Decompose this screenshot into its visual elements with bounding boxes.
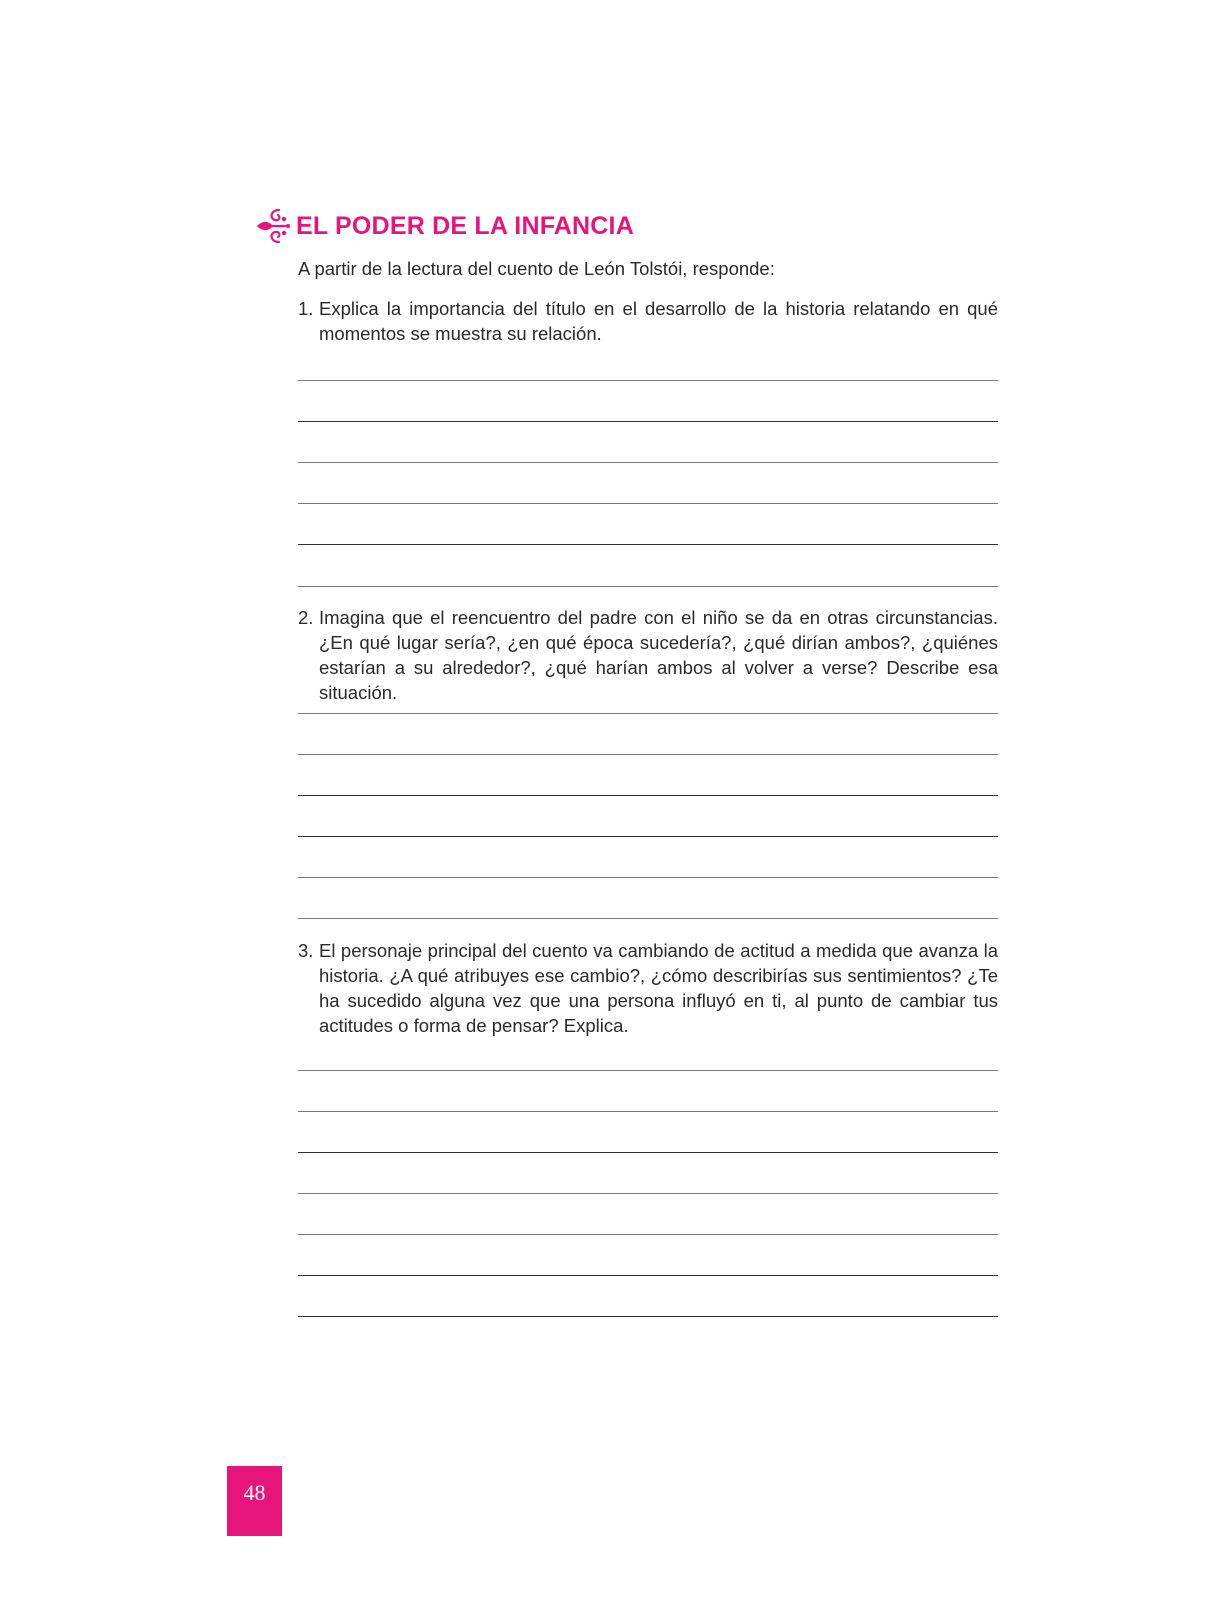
- answer-line[interactable]: [298, 1316, 998, 1317]
- answer-line[interactable]: [298, 1275, 998, 1276]
- question-text: Imagina que el reencuentro del padre con el niño se da en otras circunstancias. ¿En qué lugar sería?, ¿en qué época sucedería?, ¿qué dirían ambos?, ¿quiénes estarían a su alrededor?, ¿qué harían ambos al volver a verse? Describe esa situación.: [319, 607, 998, 703]
- question-text: El personaje principal del cuento va cambiando de actitud a medida que avanza la historia. ¿A qué atribuyes ese cambio?, ¿cómo describirías sus sentimientos? ¿Te ha sucedido alguna vez que una persona influyó en ti, al punto de cambiar tus actitudes o forma de pensar? Explica.: [319, 940, 998, 1036]
- answer-line[interactable]: [298, 877, 998, 878]
- answer-line[interactable]: [298, 1111, 998, 1112]
- question-2: [298, 605, 998, 705]
- answer-line[interactable]: [298, 918, 998, 919]
- answer-line[interactable]: [298, 1193, 998, 1194]
- question-text: Explica la importancia del título en el desarrollo de la historia relatando en qué momentos se muestra su relación.: [319, 298, 998, 344]
- answer-line[interactable]: [298, 380, 998, 381]
- answer-line[interactable]: [298, 1070, 998, 1071]
- section-header: [257, 206, 997, 246]
- answer-line[interactable]: [298, 462, 998, 463]
- answer-line[interactable]: [298, 836, 998, 837]
- answer-line[interactable]: [298, 544, 998, 545]
- answer-line[interactable]: [298, 503, 998, 504]
- pink-flourish-icon: [257, 206, 291, 246]
- question-number: 1.: [298, 298, 314, 319]
- question-1: [298, 296, 998, 346]
- question-number: 2.: [298, 607, 314, 628]
- answer-line[interactable]: [298, 713, 998, 714]
- answer-line[interactable]: [298, 1234, 998, 1235]
- page-number: 48: [243, 1480, 266, 1505]
- section-title: EL PODER DE LA INFANCIA: [296, 212, 634, 240]
- intro-text: A partir de la lectura del cuento de León Tolstói, responde:: [298, 258, 775, 279]
- question-3: [298, 938, 998, 1038]
- answer-line[interactable]: [298, 1152, 998, 1153]
- page-number-badge: [227, 1466, 282, 1536]
- answer-line[interactable]: [298, 421, 998, 422]
- answer-line[interactable]: [298, 586, 998, 587]
- question-number: 3.: [298, 940, 314, 961]
- answer-line[interactable]: [298, 754, 998, 755]
- answer-line[interactable]: [298, 795, 998, 796]
